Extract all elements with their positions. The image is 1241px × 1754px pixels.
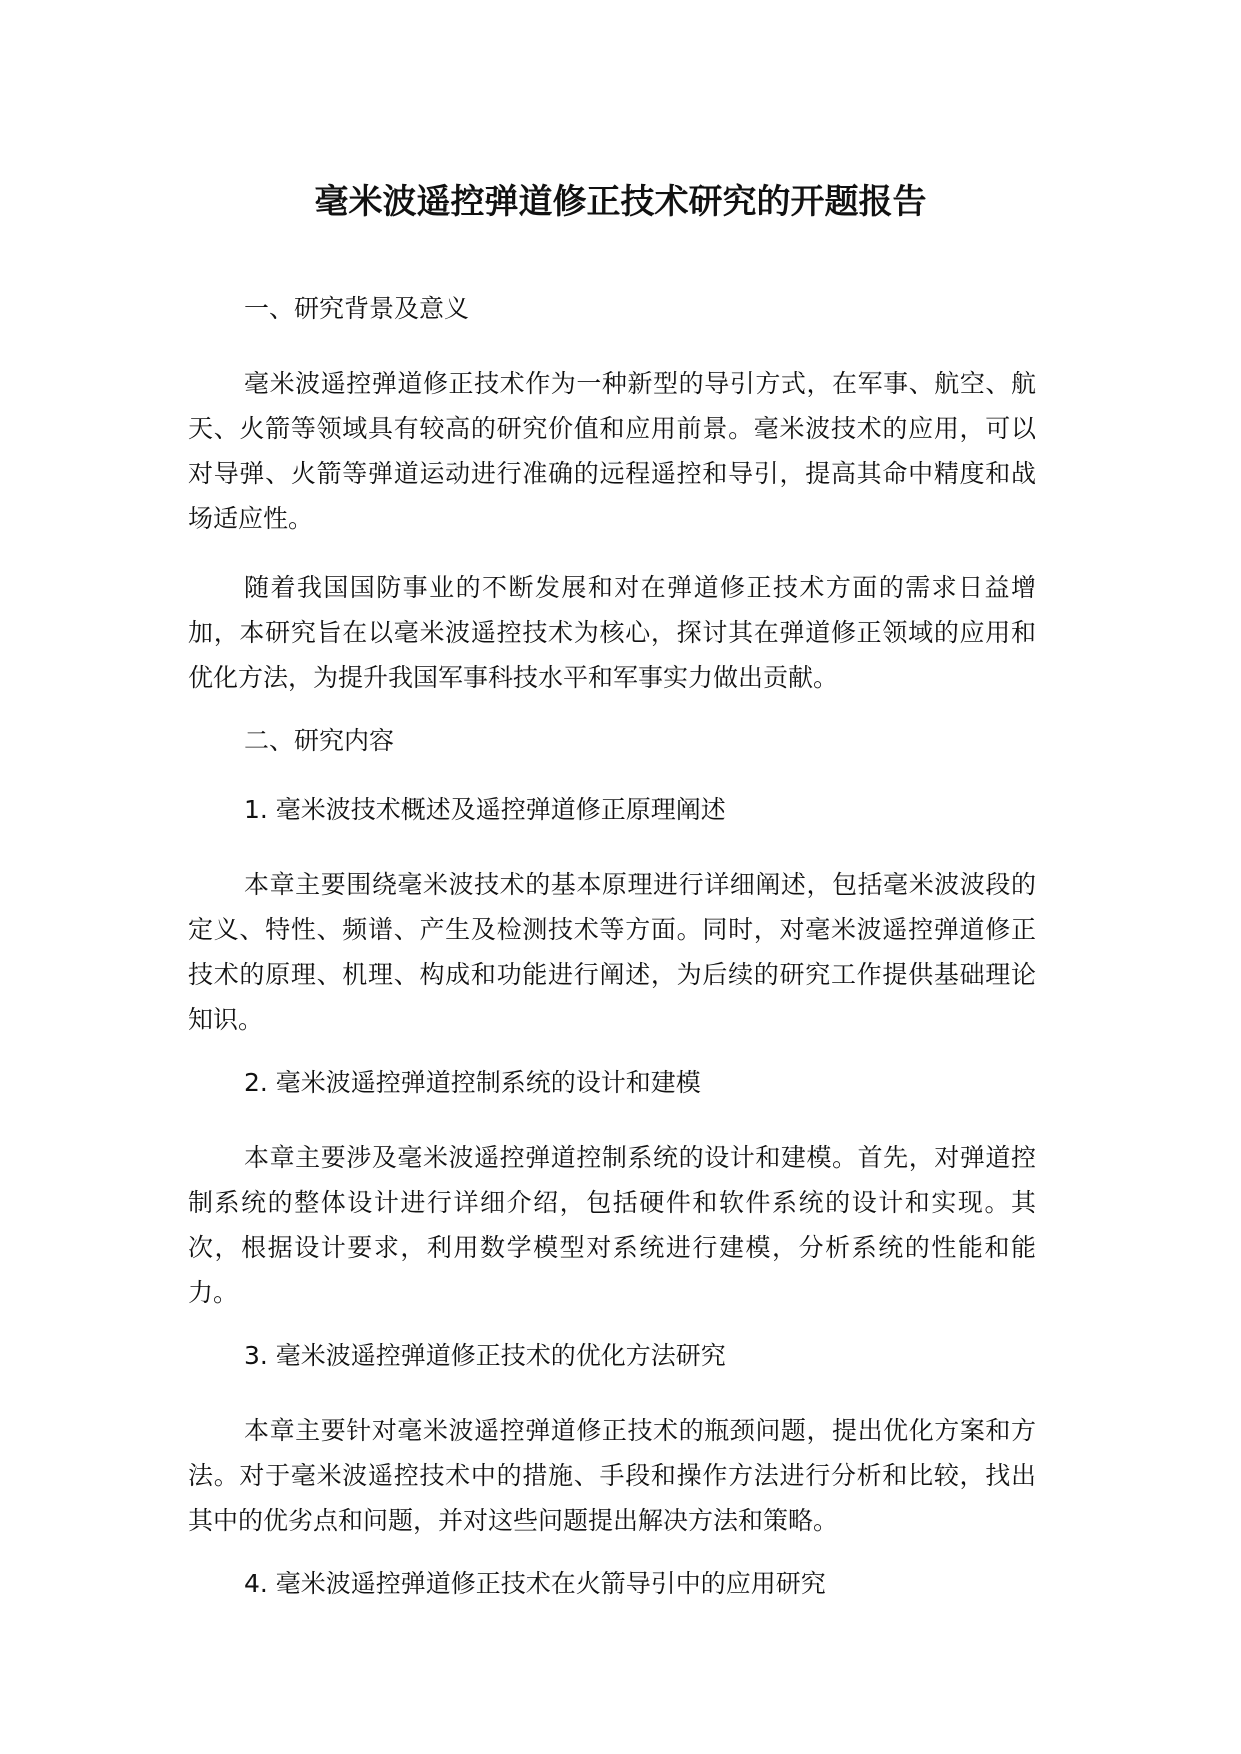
- subheading-item-4: 4. 毫米波遥控弹道修正技术在火箭导引中的应用研究: [244, 1569, 826, 1598]
- section-heading-content: 二、研究内容: [244, 726, 395, 755]
- subheading-item-3: 3. 毫米波遥控弹道修正技术的优化方法研究: [244, 1341, 726, 1370]
- document-title: 毫米波遥控弹道修正技术研究的开题报告: [314, 182, 927, 222]
- subheading-item-2: 2. 毫米波遥控弹道控制系统的设计和建模: [244, 1068, 701, 1097]
- subheading-item-1: 1. 毫米波技术概述及遥控弹道修正原理阐述: [244, 795, 726, 824]
- document-body: [188, 292, 1036, 1636]
- paragraph-item-2: 本章主要涉及毫米波遥控弹道控制系统的设计和建模。首先，对弹道控制系统的整体设计进行详细介绍，包括硬件和软件系统的设计和实现。其次，根据设计要求，利用数学模型对系统进行建模，分析系统的性能和能力。: [188, 1143, 1036, 1307]
- section-heading-background: 一、研究背景及意义: [244, 294, 470, 323]
- paragraph-background-2: 随着我国国防事业的不断发展和对在弹道修正技术方面的需求日益增加，本研究旨在以毫米波遥控技术为核心，探讨其在弹道修正领域的应用和优化方法，为提升我国军事科技水平和军事实力做出贡献。: [188, 573, 1036, 692]
- paragraph-item-1: 本章主要围绕毫米波技术的基本原理进行详细阐述，包括毫米波波段的定义、特性、频谱、产生及检测技术等方面。同时，对毫米波遥控弹道修正技术的原理、机理、构成和功能进行阐述，为后续的研究工作提供基础理论知识。: [188, 870, 1036, 1034]
- paragraph-background-1: 毫米波遥控弹道修正技术作为一种新型的导引方式，在军事、航空、航天、火箭等领域具有较高的研究价值和应用前景。毫米波技术的应用，可以对导弹、火箭等弹道运动进行准确的远程遥控和导引，提高其命中精度和战场适应性。: [188, 369, 1036, 533]
- paragraph-item-3: 本章主要针对毫米波遥控弹道修正技术的瓶颈问题，提出优化方案和方法。对于毫米波遥控技术中的措施、手段和操作方法进行分析和比较，找出其中的优劣点和问题，并对这些问题提出解决方法和策略。: [188, 1416, 1036, 1535]
